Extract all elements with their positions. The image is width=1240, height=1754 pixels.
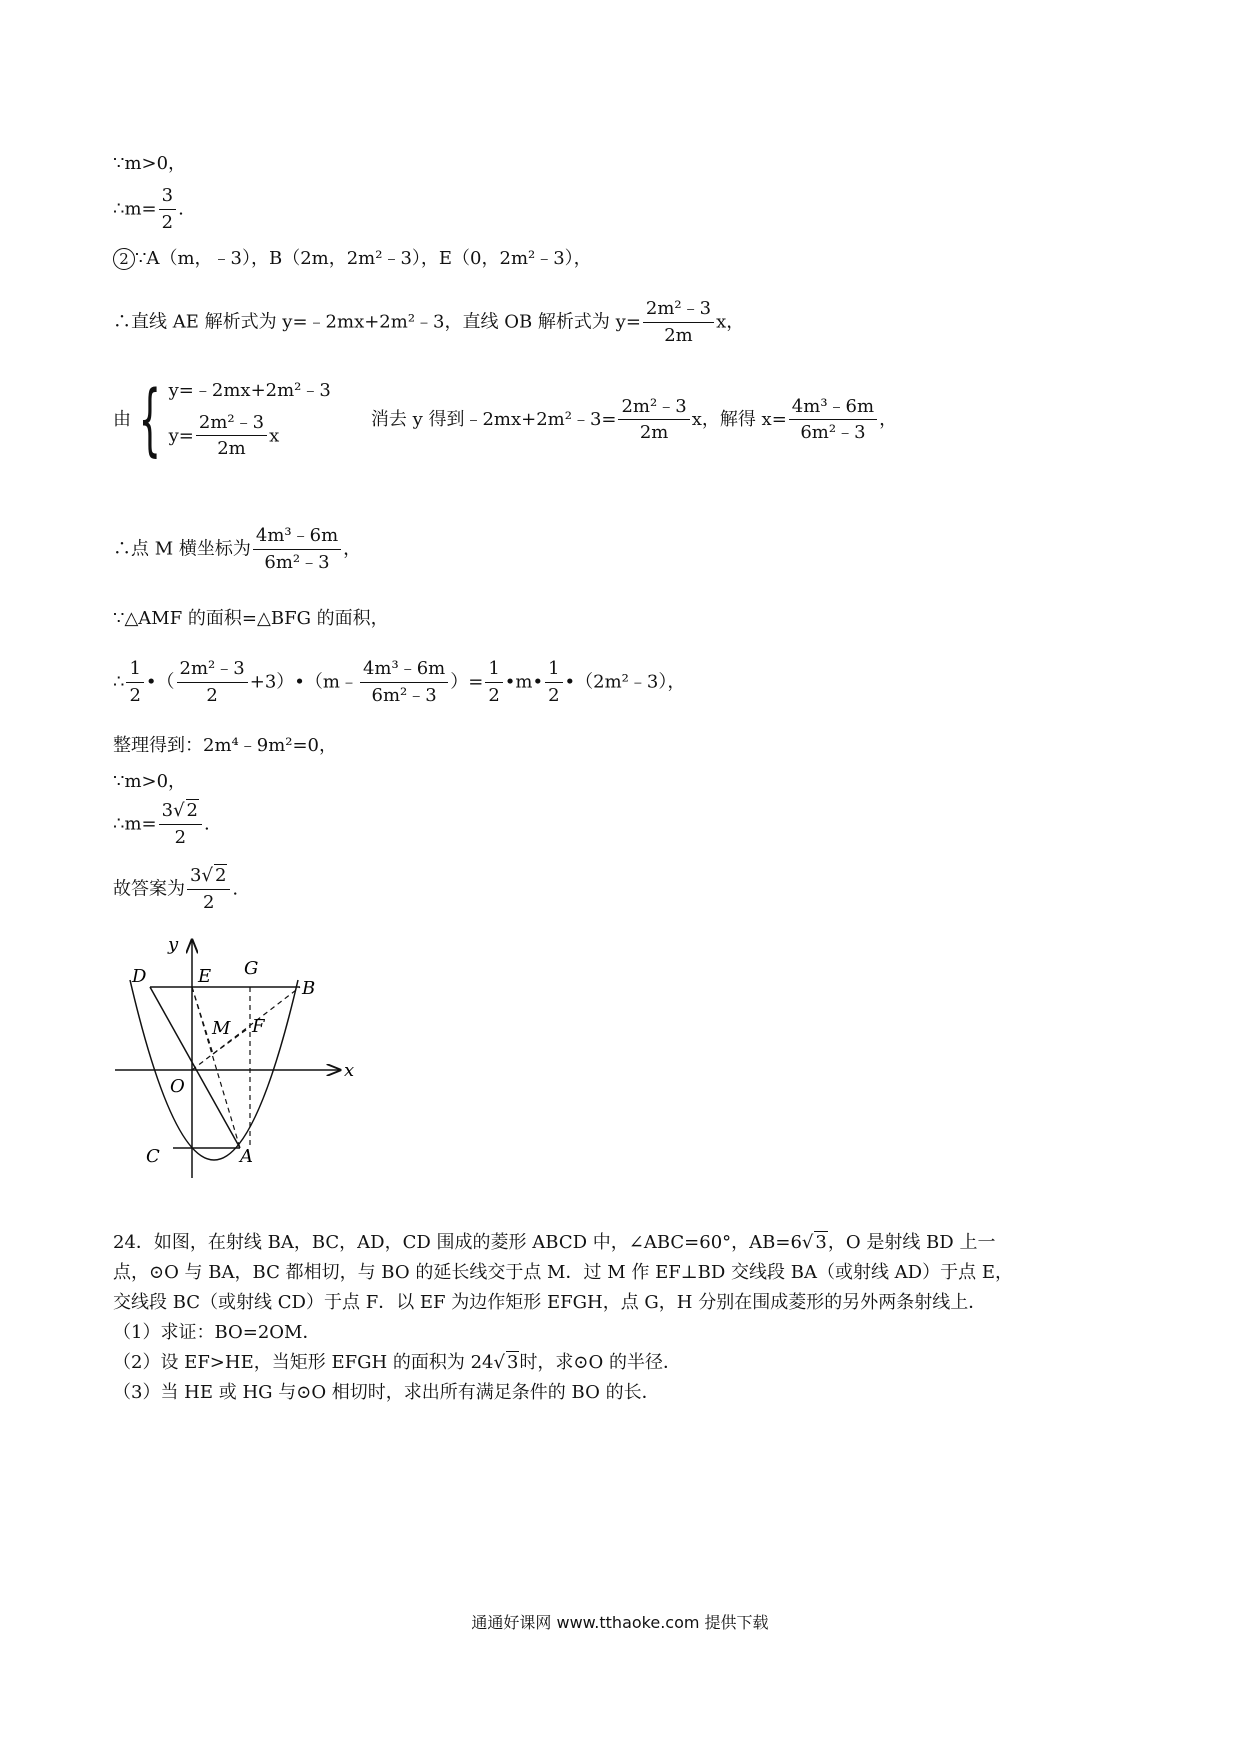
text: 由 <box>113 409 131 431</box>
text: ， <box>879 409 898 431</box>
solution-line <box>113 153 186 175</box>
text: （2）设 EF>HE，当矩形 EFGH 的面积为 24 <box>113 1352 494 1373</box>
numerator: 3 <box>159 185 176 210</box>
numerator: 3√ 2 <box>159 800 202 825</box>
denominator: 2 <box>174 826 187 848</box>
solution-line <box>113 608 389 630</box>
left-brace-icon: { <box>138 374 161 465</box>
text: 24．如图，在射线 BA，BC，AD，CD 围成的菱形 ABCD 中，∠ABC=60°，AB=6 <box>113 1232 802 1253</box>
line-em <box>192 987 213 1054</box>
denominator: 2 <box>548 684 560 706</box>
fraction <box>177 658 248 706</box>
label-b: B <box>302 978 316 999</box>
text: ∵m>0， <box>113 153 187 174</box>
label-d: D <box>132 966 147 987</box>
parabola-figure <box>110 930 370 1180</box>
denominator: 2m <box>664 324 693 346</box>
equation-2 <box>169 412 331 460</box>
text: . <box>178 198 184 220</box>
text: ∵△AMF 的面积=△BFG 的面积， <box>113 608 389 629</box>
text: ∴m= <box>113 198 157 220</box>
numerator: 4m³﹣6m <box>789 396 877 421</box>
question-2: （2）设 EF>HE，当矩形 EFGH 的面积为 24√ 3时，求⊙O 的半径． <box>113 1352 681 1373</box>
numerator: 1 <box>545 658 562 683</box>
solution-line <box>113 800 210 848</box>
numerator: 2m²﹣3 <box>196 412 267 437</box>
solution-line <box>113 658 685 706</box>
problem-line: 点，⊙O 与 BA，BC 都相切，与 BO 的延长线交于点 M．过 M 作 EF⊥BD 交线段 BA（或射线 AD）于点 E， <box>113 1262 1013 1283</box>
fraction <box>618 396 689 444</box>
label-o: O <box>170 1076 185 1097</box>
text: x，解得 x= <box>691 409 787 431</box>
denominator: 2 <box>206 684 218 706</box>
text: 故答案为 <box>113 878 185 900</box>
solution-line <box>113 865 238 913</box>
fraction <box>253 525 341 573</box>
fraction <box>360 658 448 706</box>
denominator: 2 <box>202 891 215 913</box>
label-g: G <box>244 958 259 979</box>
text: ∴ <box>113 671 125 693</box>
text: . <box>232 878 239 900</box>
radicand: 3 <box>815 1232 827 1253</box>
label-e: E <box>198 966 212 987</box>
label-a: A <box>240 1146 253 1167</box>
numerator: 1 <box>126 658 143 683</box>
fraction <box>196 412 267 460</box>
denominator: 6m²﹣3 <box>800 422 866 444</box>
text: y= <box>168 424 194 446</box>
text: ∴点 M 横坐标为 <box>113 538 251 560</box>
denominator: 2 <box>129 684 141 706</box>
fraction <box>789 396 877 444</box>
text: +3）•（m﹣ <box>249 671 358 693</box>
problem-line: 交线段 BC（或射线 CD）于点 F．以 EF 为边作矩形 EFGH，点 G，H 分别在围成菱形的另外两条射线上． <box>113 1292 987 1313</box>
numerator: 2m²﹣3 <box>177 658 248 683</box>
solution-line <box>113 735 337 757</box>
text: ∴直线 AE 解析式为 y=﹣2mx+2m²﹣3，直线 OB 解析式为 y= <box>113 311 641 333</box>
text: . <box>204 813 210 835</box>
denominator: 2m <box>639 422 669 444</box>
text: ∵m>0， <box>113 771 187 792</box>
solution-line <box>113 248 592 270</box>
text: •（2m²﹣3）， <box>564 671 686 693</box>
question-1: （1）求证：BO=2OM． <box>113 1322 321 1343</box>
denominator: 6m²﹣3 <box>371 684 437 706</box>
fraction <box>643 298 714 346</box>
text: ，O 是射线 BD 上一 <box>827 1232 996 1253</box>
denominator: 2m <box>217 438 246 460</box>
numerator: 2m²﹣3 <box>618 396 689 421</box>
label-c: C <box>146 1146 160 1167</box>
text: ∵A（m，﹣3），B（2m，2m²﹣3），E（0，2m²﹣3）， <box>135 248 592 269</box>
numerator: 2m²﹣3 <box>643 298 714 323</box>
fraction <box>545 658 562 706</box>
radicand: 2 <box>214 865 227 886</box>
question-3: （3）当 HE 或 HG 与⊙O 相切时，求出所有满足条件的 BO 的长． <box>113 1382 660 1403</box>
solution-line <box>113 525 361 573</box>
solution-line-system <box>113 374 898 465</box>
label-m: M <box>212 1018 231 1039</box>
equation-1: y=﹣2mx+2m²﹣3 <box>168 380 331 401</box>
text: •（ <box>145 671 175 693</box>
footer: 通通好课网 www.tthaoke.com 提供下载 <box>471 1613 769 1632</box>
denominator: 6m²﹣3 <box>264 551 330 573</box>
fraction <box>159 185 176 233</box>
radicand: 3 <box>506 1352 519 1373</box>
text: 整理得到：2m⁴﹣9m²=0， <box>113 735 338 756</box>
label-x: x <box>344 1060 355 1081</box>
coefficient: 3 <box>190 865 202 886</box>
label-f: F <box>252 1016 265 1037</box>
line-ob <box>192 987 300 1070</box>
text: 时，求⊙O 的半径． <box>519 1352 681 1373</box>
line-ea <box>192 987 240 1148</box>
numerator: 1 <box>485 658 502 683</box>
denominator: 2 <box>161 211 174 233</box>
coefficient: 3 <box>161 800 174 821</box>
solution-line <box>113 185 184 233</box>
solution-line <box>113 298 744 346</box>
fraction <box>187 865 230 913</box>
circled-number: 2 <box>113 248 135 270</box>
equation-system <box>169 380 331 460</box>
denominator: 2 <box>488 684 500 706</box>
text: •m• <box>504 671 544 693</box>
text: 消去 y 得到﹣2mx+2m²﹣3= <box>370 409 617 431</box>
text: x <box>269 424 280 446</box>
problem-line: 24．如图，在射线 BA，BC，AD，CD 围成的菱形 ABCD 中，∠ABC=60°，AB=6√ 3，O 是射线 BD 上一 <box>113 1232 996 1253</box>
numerator: 3√ 2 <box>187 865 230 890</box>
fraction <box>485 658 502 706</box>
text: ）= <box>450 671 484 693</box>
radicand: 2 <box>186 800 198 821</box>
text: ∴m= <box>113 813 157 835</box>
problem-24 <box>113 1228 1133 1408</box>
fraction <box>126 658 143 706</box>
fraction <box>159 800 202 848</box>
label-y: y <box>168 934 179 955</box>
numerator: 4m³﹣6m <box>360 658 448 683</box>
text: x， <box>716 311 745 333</box>
text: ， <box>343 538 362 560</box>
solution-line <box>113 771 186 793</box>
numerator: 4m³﹣6m <box>253 525 341 550</box>
